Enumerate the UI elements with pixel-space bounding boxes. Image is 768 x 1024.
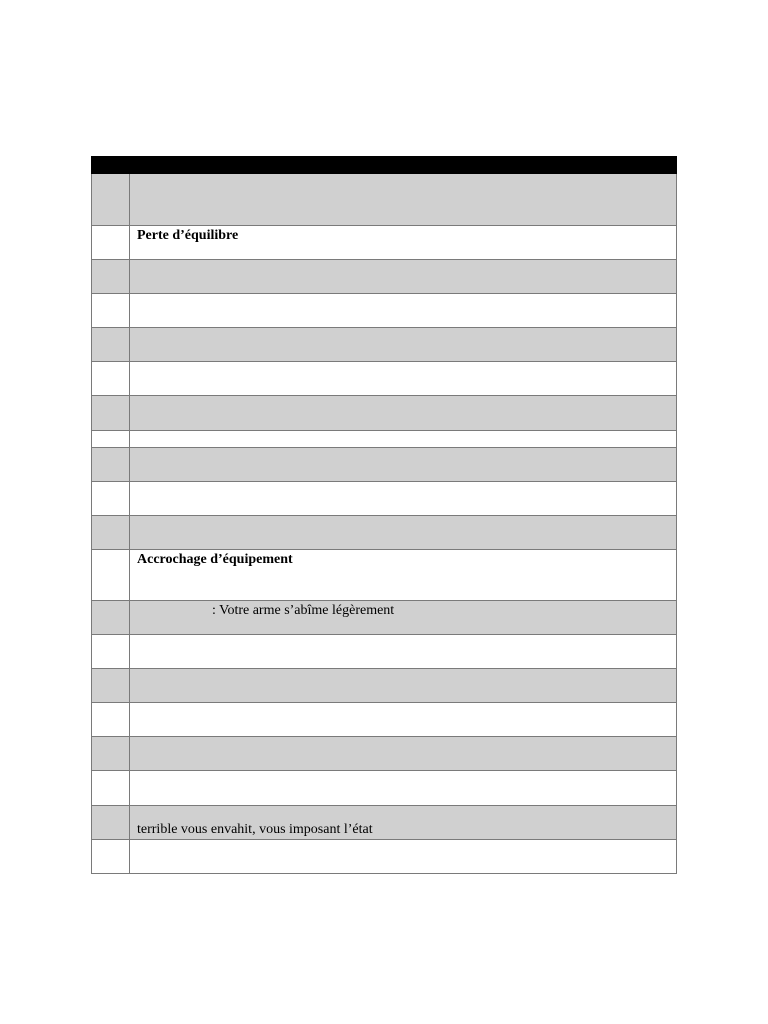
table-row [91,294,677,328]
table-row [91,362,677,396]
row-number-cell [92,737,130,770]
row-number-cell [92,806,130,839]
row-text-cell [131,840,676,873]
table-row [91,174,677,226]
row-text-cell [131,635,676,668]
table-row [91,516,677,550]
row-number-cell [92,516,130,549]
table-row [91,482,677,516]
row-text-cell [131,703,676,736]
table-row [91,396,677,431]
row-text-cell [131,482,676,515]
row-number-cell [92,174,130,225]
row-text-cell [131,516,676,549]
table-row [91,328,677,362]
row-text-cell [131,226,676,259]
table-row [91,226,677,260]
row-text-cell [131,806,676,839]
table-row [91,703,677,737]
row-number-cell [92,635,130,668]
row-number-cell [92,703,130,736]
table-row [91,840,677,874]
row-number-cell [92,448,130,481]
table-row [91,550,677,601]
row-text-cell [131,431,676,447]
row-number-cell [92,550,130,600]
row-text-cell [131,550,676,600]
row-text-cell [131,737,676,770]
table-header-bar [91,156,677,174]
row-text-cell [131,328,676,361]
row-number-cell [92,669,130,702]
row-text: Accrochage d’équipement [137,552,293,567]
row-number-cell [92,328,130,361]
table-row [91,260,677,294]
row-text-cell [131,362,676,395]
row-text-cell [131,601,676,634]
table-body [91,174,677,874]
row-text: : Votre arme s’abîme légèrement [212,603,395,618]
table-row [91,601,677,635]
row-number-cell [92,362,130,395]
row-number-cell [92,601,130,634]
row-number-cell [92,294,130,327]
table-row [91,737,677,771]
row-number-cell [92,431,130,447]
effects-table [91,156,677,874]
row-number-cell [92,840,130,873]
table-row [91,806,677,840]
row-text-cell [131,396,676,430]
row-text-cell [131,174,676,225]
row-text: terrible vous envahit, vous imposant l’état [137,822,373,837]
table-row [91,635,677,669]
table-row [91,431,677,448]
row-text-cell [131,669,676,702]
table-row [91,669,677,703]
row-number-cell [92,396,130,430]
row-text-cell [131,294,676,327]
row-number-cell [92,771,130,805]
row-number-cell [92,482,130,515]
row-text: Perte d’équilibre [137,228,239,243]
table-row [91,771,677,806]
row-text-cell [131,260,676,293]
row-number-cell [92,226,130,259]
row-number-cell [92,260,130,293]
row-text-cell [131,771,676,805]
table-row [91,448,677,482]
row-text-cell [131,448,676,481]
